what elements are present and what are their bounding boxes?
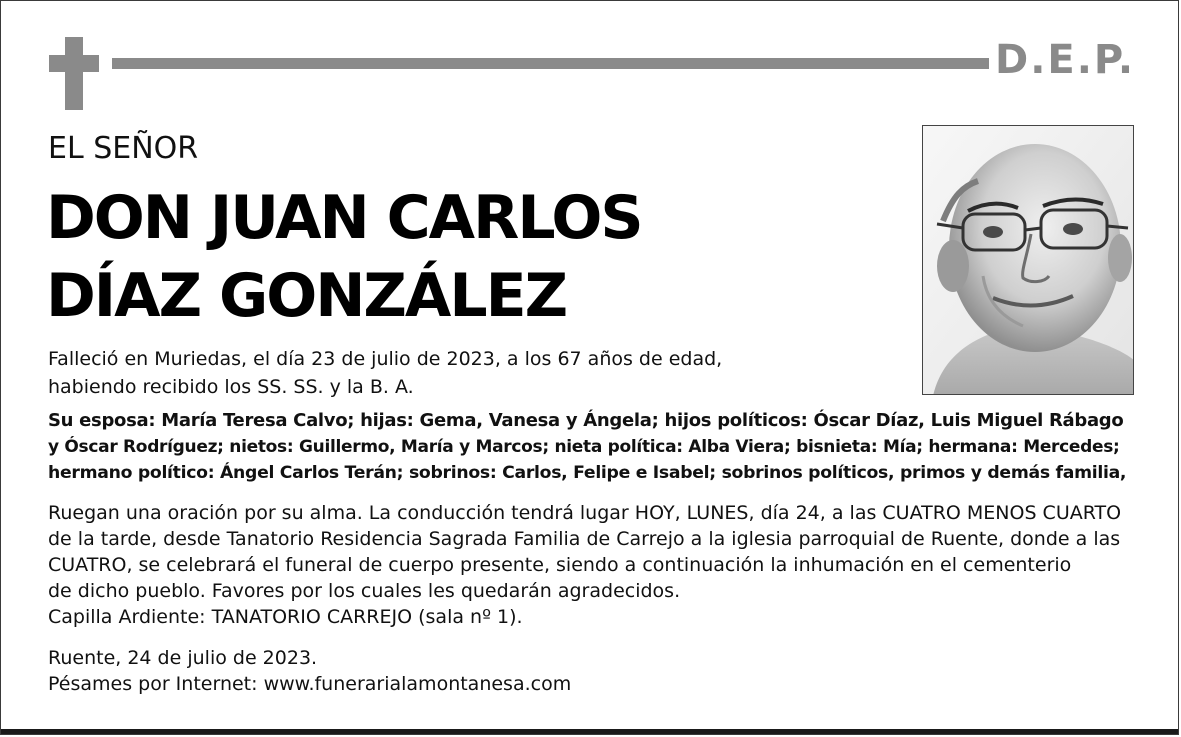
- portrait-image: [923, 126, 1134, 395]
- service-line-4: de dicho pueblo. Favores por los cuales les quedarán agradecidos.: [48, 580, 681, 602]
- closing-date: Ruente, 24 de julio de 2023.: [48, 647, 318, 669]
- death-info-line-1: Falleció en Muriedas, el día 23 de julio de 2023, a los 67 años de edad,: [48, 348, 723, 370]
- family-line-2: y Óscar Rodríguez; nietos: Guillermo, María y Marcos; nieta política: Alba Viera; bisnieta: Mía; hermana: Mercedes;: [48, 437, 1120, 457]
- title-prefix: EL SEÑOR: [48, 131, 199, 166]
- cross-icon: [65, 37, 83, 110]
- name-line-2: DÍAZ GONZÁLEZ: [46, 261, 567, 331]
- header-rule: [112, 58, 989, 69]
- bottom-border: [1, 729, 1178, 734]
- cross-icon-bar: [49, 55, 99, 72]
- service-line-3: CUATRO, se celebrará el funeral de cuerpo presente, siendo a continuación la inhumación en el cementerio: [48, 554, 1072, 576]
- family-line-1: Su esposa: María Teresa Calvo; hijas: Gema, Vanesa y Ángela; hijos políticos: Óscar Díaz, Luis Miguel Rábago: [48, 410, 1124, 431]
- service-line-2: de la tarde, desde Tanatorio Residencia Sagrada Familia de Carrejo a la iglesia parroquial de Ruente, donde a las: [48, 528, 1121, 550]
- name-line-1: DON JUAN CARLOS: [46, 183, 642, 253]
- condolences-link[interactable]: Pésames por Internet: www.funerarialamontanesa.com: [48, 673, 572, 695]
- family-line-3: hermano político: Ángel Carlos Terán; sobrinos: Carlos, Felipe e Isabel; sobrinos políticos, primos y demás familia,: [48, 463, 1127, 483]
- service-line-5: Capilla Ardiente: TANATORIO CARREJO (sala nº 1).: [48, 606, 523, 628]
- death-info-line-2: habiendo recibido los SS. SS. y la B. A.: [48, 376, 414, 398]
- portrait-photo: [922, 125, 1134, 395]
- dep-label: D.E.P.: [995, 37, 1136, 83]
- deceased-name: [46, 179, 642, 335]
- service-line-1: Ruegan una oración por su alma. La conducción tendrá lugar HOY, LUNES, día 24, a las CUATRO MENOS CUARTO: [48, 502, 1122, 524]
